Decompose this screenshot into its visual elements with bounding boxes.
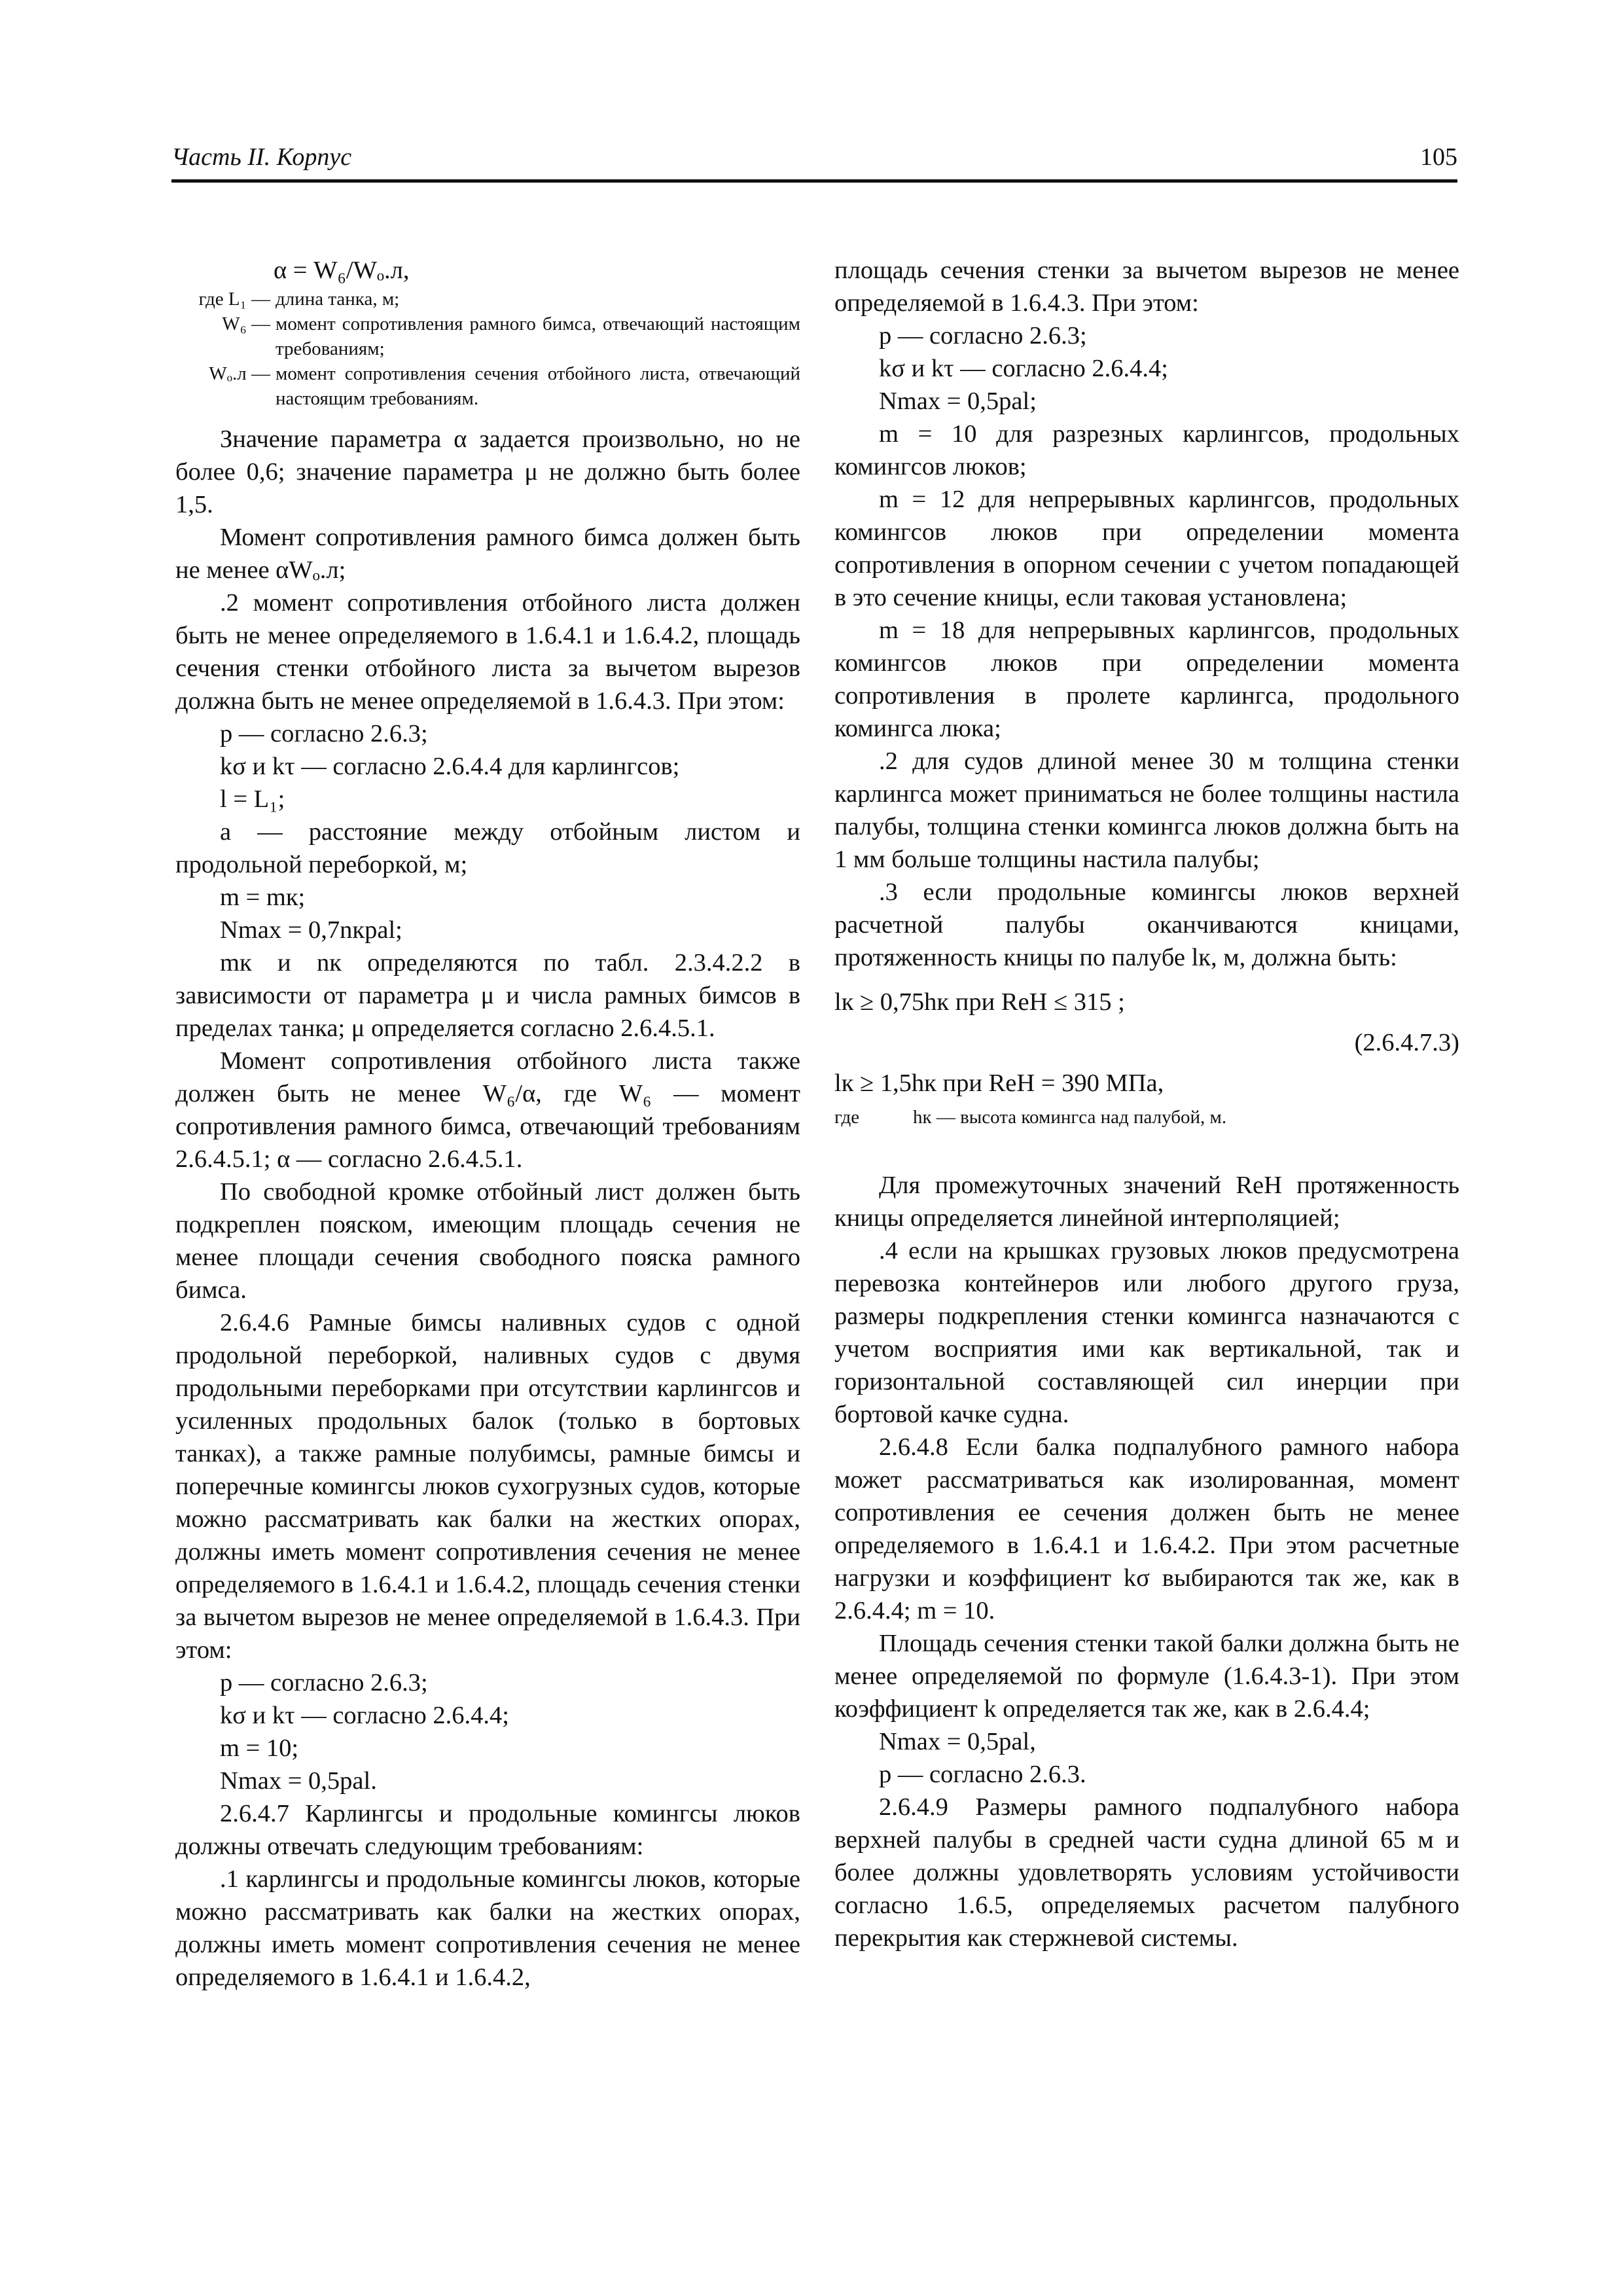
equation-number: (2.6.4.7.3) (1354, 1029, 1459, 1056)
left-column (175, 254, 800, 1994)
formula-line: Nmax = 0,5pal. (220, 1767, 377, 1795)
definition-term: Wₒ.л — (209, 363, 270, 384)
part-title: Часть ІІ. Корпус (171, 143, 352, 171)
paragraph: m = 10 для разрезных карлингсов, продольных комингсов люков; (834, 420, 1459, 480)
formula-line: kσ и kτ — согласно 2.6.4.4 для карлингсов; (220, 753, 680, 780)
paragraph: .2 момент сопротивления отбойного листа должен быть не менее определяемого в 1.6.4.1 и 1.6.4.2, площадь сечения стенки отбойного листа за вычетом вырезов должна быть не менее определяемой в 1.6.4.3. При этом: (175, 589, 800, 715)
definition-row (175, 287, 800, 312)
paragraph: .3 если продольные комингсы люков верхней расчетной палубы оканчиваются кницами, протяженность кницы по палубе lк, м, должна быть: (834, 878, 1459, 971)
definition-desc: момент сопротивления рамного бимса, отвечающий настоящим требованиям; (276, 314, 800, 359)
paragraph: площадь сечения стенки за вычетом вырезов не менее определяемой в 1.6.4.3. При этом: (834, 257, 1459, 317)
paragraph: m = 18 для непрерывных карлингсов, продольных комингсов люков при определении момента сопротивления в пролете карлингса, продольного комингса люка; (834, 617, 1459, 742)
right-column (834, 254, 1459, 1954)
page-header (171, 143, 1457, 183)
where-desc: hк — высота комингса над палубой, м. (913, 1107, 1227, 1128)
paragraph: По свободной кромке отбойный лист должен быть подкреплен пояском, имеющим площадь сечения не менее площади сечения свободного пояска рамного бимса. (175, 1178, 800, 1304)
formula-line: p — согласно 2.6.3; (220, 1669, 428, 1696)
formula-line: p — согласно 2.6.3; (220, 720, 428, 747)
formula-line: Nmax = 0,5pal, (879, 1728, 1036, 1755)
formula-line: Nmax = 0,5pal; (879, 387, 1037, 415)
paragraph: a — расстояние между отбойным листом и продольной переборкой, м; (175, 818, 800, 878)
equation-line: lк ≥ 1,5hк при ReH = 390 МПа, (834, 1069, 1164, 1097)
formula-line: m = mк; (220, 884, 306, 911)
formula-line: kσ и kτ — согласно 2.6.4.4; (220, 1702, 509, 1729)
where-note (834, 1105, 1459, 1130)
formula-line: m = 10; (220, 1734, 299, 1762)
paragraph: m = 12 для непрерывных карлингсов, продольных комингсов люков при определении момента сопротивления в опорном сечении с учетом попадающей в это сечение кницы, если таковая установлена; (834, 486, 1459, 611)
paragraph: Для промежуточных значений ReH протяженность кницы определяется линейной интерполяцией; (834, 1172, 1459, 1232)
paragraph: Момент сопротивления рамного бимса должен быть не менее αWₒ.л; (175, 524, 800, 584)
definition-row (175, 361, 800, 411)
formula-line: l = L₁; (220, 785, 285, 813)
equation-line: lк ≥ 0,75hк при ReH ≤ 315 ; (834, 988, 1125, 1016)
definition-desc: момент сопротивления сечения отбойного листа, отвечающий настоящим требованиям. (276, 363, 800, 409)
page-number: 105 (1420, 143, 1457, 171)
formula-line: Nmax = 0,7nкpal; (220, 916, 402, 944)
paragraph: Значение параметра α задается произвольно, но не более 0,6; значение параметра μ не должно быть более 1,5. (175, 425, 800, 518)
paragraph: .4 если на крышках грузовых люков предусмотрена перевозка контейнеров или любого другого груза, размеры подкрепления стенки комингса назначаются с учетом восприятия ими как вертикальной, так и горизонтальной составляющей сил инерции при бортовой качке судна. (834, 1237, 1459, 1428)
paragraph: 2.6.4.7 Карлингсы и продольные комингсы люков должны отвечать следующим требованиям: (175, 1800, 800, 1860)
definition-desc: длина танка, м; (276, 289, 400, 310)
paragraph: mк и nк определяются по табл. 2.3.4.2.2 в зависимости от параметра μ и числа рамных бимсов в пределах танка; μ определяется согласно 2.6.4.5.1. (175, 949, 800, 1042)
paragraph: .2 для судов длиной менее 30 м толщина стенки карлингса может приниматься не более толщины настила палубы, толщина стенки комингса люков должна быть на 1 мм больше толщины настила палубы; (834, 747, 1459, 873)
paragraph: Площадь сечения стенки такой балки должна быть не менее определяемой по формуле (1.6.4.3-1). При этом коэффициент k определяется так же, как в 2.6.4.4; (834, 1630, 1459, 1723)
formula-line: kσ и kτ — согласно 2.6.4.4; (879, 355, 1168, 382)
paragraph: .1 карлингсы и продольные комингсы люков, которые можно рассматривать как балки на жестких опорах, должны иметь момент сопротивления сечения не менее определяемого в 1.6.4.1 и 1.6.4.2, (175, 1865, 800, 1991)
paragraph: Момент сопротивления отбойного листа также должен быть не менее W₆/α, где W₆ — момент сопротивления рамного бимса, отвечающий требованиям 2.6.4.5.1; α — согласно 2.6.4.5.1. (175, 1047, 800, 1173)
paragraph: 2.6.4.8 Если балка подпалубного рамного набора может рассматриваться как изолированная, момент сопротивления ее сечения должен быть не менее определяемого в 1.6.4.1 и 1.6.4.2. При этом расчетные нагрузки и коэффициент kσ выбираются так же, как в 2.6.4.4; m = 10. (834, 1433, 1459, 1624)
formula-line: p — согласно 2.6.3. (879, 1761, 1086, 1788)
alpha-formula: α = W₆/Wₒ.л, (274, 257, 410, 284)
definition-term: где L₁ — (198, 289, 270, 310)
definition-row (175, 312, 800, 361)
equation-block (834, 986, 1459, 1130)
where-label: где (834, 1107, 860, 1128)
paragraph: 2.6.4.9 Размеры рамного подпалубного набора верхней палубы в средней части судна длиной 65 м и более должны удовлетворять условиям устойчивости согласно 1.6.5, определяемых расчетом палубного перекрытия как стержневой системы. (834, 1793, 1459, 1952)
formula-line: p — согласно 2.6.3; (879, 322, 1087, 350)
definition-term: W₆ — (222, 314, 270, 334)
paragraph: 2.6.4.6 Рамные бимсы наливных судов с одной продольной переборкой, наливных судов с двумя продольными переборками при отсутствии карлингсов и усиленных продольных балок (только в бортовых танках), а также рамные полубимсы, рамные бимсы и поперечные комингсы люков сухогрузных судов, которые можно рассматривать как балки на жестких опорах, должны иметь момент сопротивления сечения не менее определяемого в 1.6.4.1 и 1.6.4.2, площадь сечения стенки за вычетом вырезов не менее определяемой в 1.6.4.3. При этом: (175, 1309, 800, 1664)
definition-list (175, 287, 800, 411)
